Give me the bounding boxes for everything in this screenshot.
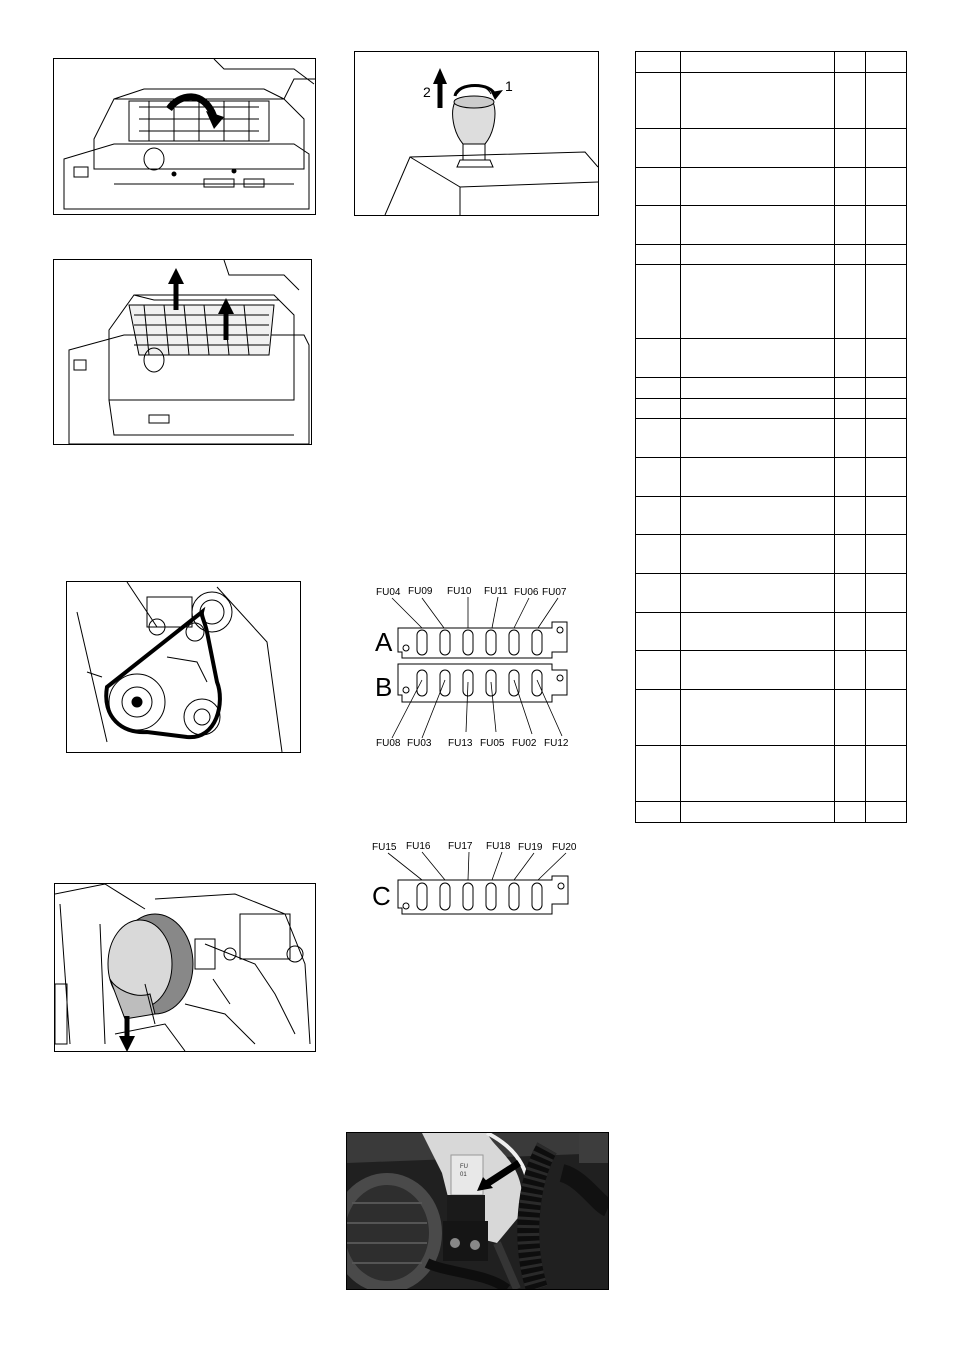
filler-cap-unscrew-illustration — [355, 52, 598, 215]
table-row — [636, 378, 907, 399]
fuse-block-c-diagram — [372, 838, 582, 918]
fuse-block-letter-b: B — [375, 672, 393, 702]
table-row — [636, 651, 907, 690]
fuse-label-FU13: FU13 — [448, 738, 473, 749]
photo-fuse-label-fu: FU — [460, 1164, 468, 1170]
photo-fuse-holder — [346, 1132, 609, 1290]
figure-engine-filter — [54, 883, 316, 1052]
table-row — [636, 206, 907, 245]
air-filter-cartridge-lift-illustration — [54, 260, 311, 444]
fuse-block-letter-a: A — [375, 627, 393, 657]
fuse-label-FU06: FU06 — [514, 587, 539, 598]
table-row — [636, 168, 907, 206]
photo-fuse-label-number: 01 — [460, 1172, 467, 1178]
fuse-table — [635, 51, 907, 823]
table-row — [636, 746, 907, 802]
fuse-block-c — [372, 838, 582, 918]
fuse-label-FU02: FU02 — [512, 738, 537, 749]
table-row — [636, 245, 907, 265]
fuse-label-FU07: FU07 — [542, 587, 567, 598]
fuse-label-FU11: FU11 — [484, 586, 508, 597]
figure-air-filter-lift — [53, 259, 312, 445]
fuse-label-FU05: FU05 — [480, 738, 505, 749]
step-label-2: 2 — [423, 84, 431, 100]
table-row — [636, 265, 907, 339]
table-row — [636, 497, 907, 535]
fuse-label-FU09: FU09 — [408, 586, 433, 597]
fuse-label-FU20: FU20 — [552, 842, 577, 853]
fuse-block-b-diagram — [372, 660, 582, 750]
table-row — [636, 399, 907, 419]
fuse-label-FU04: FU04 — [376, 587, 401, 598]
fuse-block-letter-c: C — [372, 881, 391, 911]
figure-belt-drive — [66, 581, 301, 753]
air-filter-lid-open-illustration — [54, 59, 315, 214]
fuse-label-FU16: FU16 — [406, 841, 431, 852]
fuse-block-a-diagram — [372, 580, 582, 660]
engine-belt-drive-illustration — [67, 582, 300, 752]
table-row — [636, 574, 907, 613]
table-row — [636, 458, 907, 497]
fuse-block-a — [372, 580, 582, 660]
figure-air-filter-lid — [53, 58, 316, 215]
table-row — [636, 73, 907, 129]
fuse-label-FU08: FU08 — [376, 738, 401, 749]
table-row — [636, 52, 907, 73]
table-row — [636, 802, 907, 823]
figure-filler-cap — [354, 51, 599, 216]
fuse-label-FU03: FU03 — [407, 738, 432, 749]
fuse-block-b — [372, 660, 582, 750]
fuse-label-FU18: FU18 — [486, 841, 511, 852]
fuse-label-FU10: FU10 — [447, 586, 472, 597]
fuse-label-FU17: FU17 — [448, 841, 473, 852]
engine-compartment-filter-illustration — [55, 884, 315, 1051]
table-row — [636, 613, 907, 651]
table-row — [636, 419, 907, 458]
table-row — [636, 690, 907, 746]
table-row — [636, 129, 907, 168]
table-row — [636, 339, 907, 378]
step-label-1: 1 — [505, 78, 513, 94]
table-row — [636, 535, 907, 574]
fuse-label-FU19: FU19 — [518, 842, 543, 853]
fuse-label-FU15: FU15 — [372, 842, 397, 853]
fuse-label-FU12: FU12 — [544, 738, 569, 749]
fuse-holder-photo — [347, 1133, 608, 1289]
